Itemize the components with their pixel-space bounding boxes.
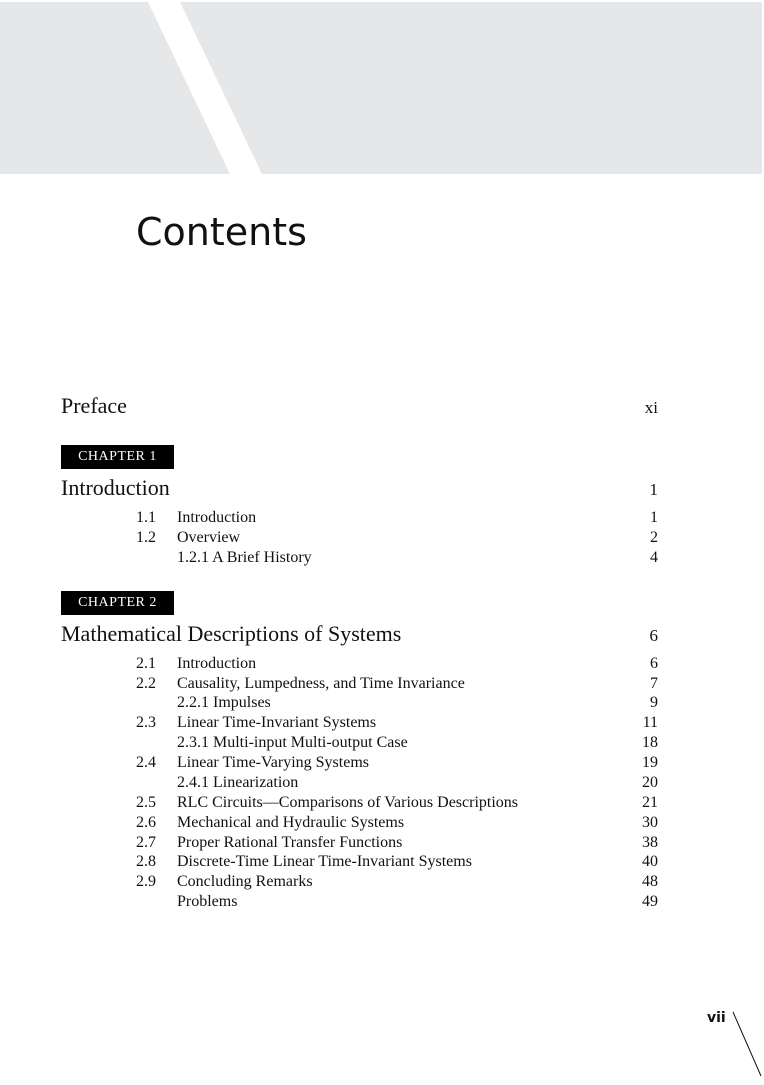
section-page: 38 (642, 834, 658, 851)
section-label: Discrete-Time Linear Time-Invariant Systems (177, 853, 472, 870)
folio-rule-decoration (730, 1010, 764, 1080)
page-title: Contents (136, 210, 307, 254)
section-number: 1.2 (136, 529, 156, 546)
preface-label: Preface (61, 393, 127, 418)
section-page: 20 (642, 774, 658, 791)
section-number: 2.4 (136, 754, 156, 771)
section-label: Overview (177, 529, 241, 546)
section-page: 9 (650, 694, 658, 711)
toc-entry[interactable] (0, 674, 764, 694)
section-number: 2.3 (136, 714, 156, 731)
page-folio: vii (707, 1010, 726, 1026)
section-label: Introduction (177, 509, 257, 526)
toc-entry[interactable] (0, 528, 764, 548)
chapter-1-tag: CHAPTER 1 (61, 445, 174, 469)
toc-entry[interactable] (0, 654, 764, 674)
subsection-label: 2.4.1 Linearization (177, 774, 299, 791)
section-number: 2.9 (136, 873, 156, 890)
chapter-2-title: Mathematical Descriptions of Systems (61, 621, 402, 646)
toc-entry[interactable] (0, 733, 764, 753)
section-number: 2.5 (136, 794, 156, 811)
section-page: 30 (642, 814, 658, 831)
section-page: 40 (642, 853, 658, 870)
toc-entry[interactable] (0, 753, 764, 773)
section-number: 2.1 (136, 655, 156, 672)
section-page: 48 (642, 873, 658, 890)
subsection-label: 2.2.1 Impulses (177, 694, 271, 711)
subsection-label: 2.3.1 Multi-input Multi-output Case (177, 734, 408, 751)
section-label: Introduction (177, 655, 257, 672)
section-label: Proper Rational Transfer Functions (177, 834, 403, 851)
section-number: 2.7 (136, 834, 156, 851)
toc-chapter-2[interactable] (0, 620, 764, 646)
toc-entry[interactable] (0, 713, 764, 733)
section-page: 11 (642, 714, 658, 731)
section-page: 4 (650, 549, 658, 566)
chapter-1-title: Introduction (61, 475, 170, 500)
section-page: 19 (642, 754, 658, 771)
toc-entry[interactable] (0, 813, 764, 833)
section-page: 49 (642, 893, 658, 910)
section-label: Concluding Remarks (177, 873, 313, 890)
toc-entry[interactable] (0, 773, 764, 793)
toc-entry[interactable] (0, 833, 764, 853)
toc-preface[interactable] (0, 392, 764, 418)
toc-entry[interactable] (0, 872, 764, 892)
diagonal-stripe-decoration (0, 2, 762, 174)
section-label: Linear Time-Varying Systems (177, 754, 369, 771)
toc-entry[interactable] (0, 892, 764, 912)
section-number: 2.6 (136, 814, 156, 831)
section-number: 2.2 (136, 675, 156, 692)
header-band (0, 2, 762, 174)
toc-entry[interactable] (0, 793, 764, 813)
preface-page: xi (644, 398, 658, 417)
section-page: 7 (650, 675, 658, 692)
toc-entry[interactable] (0, 693, 764, 713)
section-label: Mechanical and Hydraulic Systems (177, 814, 405, 831)
chapter-1-page: 1 (649, 480, 658, 499)
toc-entry[interactable] (0, 508, 764, 528)
section-page: 2 (650, 529, 658, 546)
chapter-2-tag: CHAPTER 2 (61, 591, 174, 615)
section-page: 18 (642, 734, 658, 751)
toc-entry[interactable] (0, 548, 764, 568)
chapter-2-page: 6 (649, 626, 658, 645)
subsection-label: 1.2.1 A Brief History (177, 549, 312, 566)
toc-chapter-1[interactable] (0, 474, 764, 500)
section-label: RLC Circuits—Comparisons of Various Descriptions (177, 794, 519, 811)
section-page: 1 (650, 509, 658, 526)
section-label: Linear Time-Invariant Systems (177, 714, 377, 731)
section-page: 21 (642, 794, 658, 811)
section-number: 2.8 (136, 853, 156, 870)
section-number: 1.1 (136, 509, 156, 526)
section-label: Problems (177, 893, 238, 910)
toc-entry[interactable] (0, 852, 764, 872)
section-label: Causality, Lumpedness, and Time Invariance (177, 675, 465, 692)
section-page: 6 (650, 655, 658, 672)
